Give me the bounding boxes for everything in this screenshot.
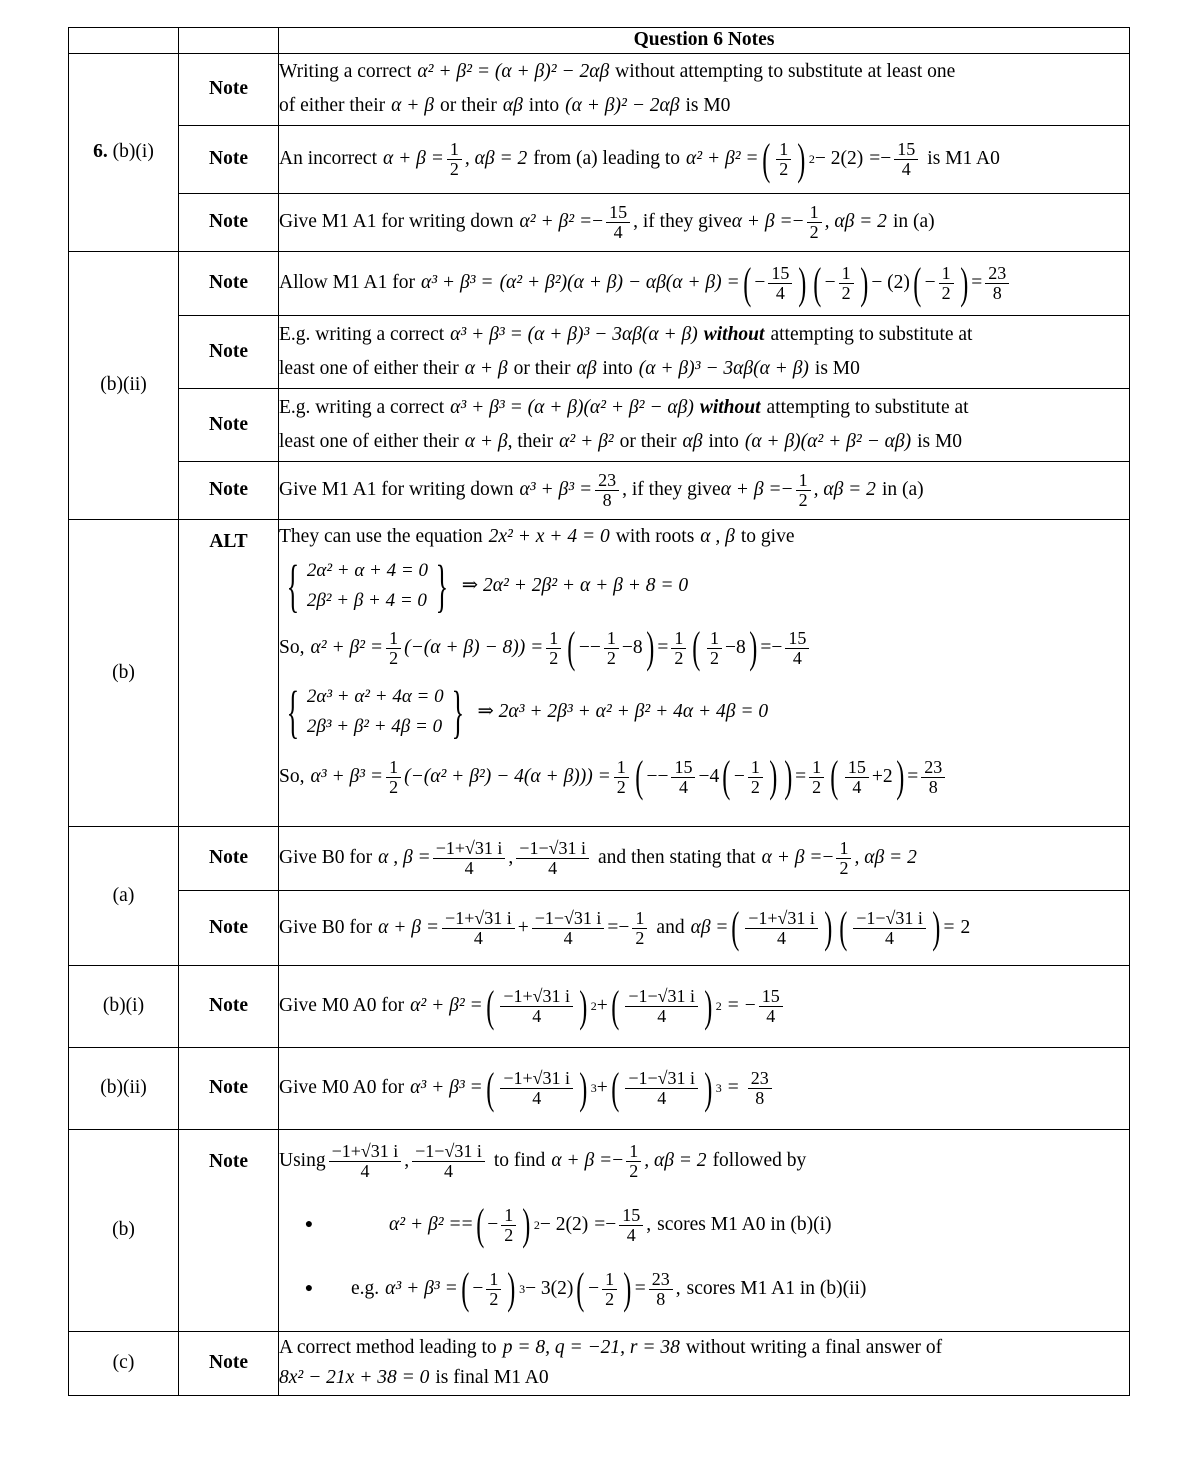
row-type: Note: [179, 1332, 279, 1396]
table-row: [69, 462, 1130, 520]
row-type: Note: [179, 891, 279, 966]
title-row: [69, 28, 1130, 54]
table-row: [69, 520, 1130, 827]
note-content: Give M0 A0 for α² + β² = ( $\frac{-1+√31 i}{4}$ ) 2 + ( $\frac{-1-√31 i}{4}$ ) 2 = − $\frac{15}{4}$: [279, 966, 1130, 1048]
table-row: [69, 966, 1130, 1048]
note-content: E.g. writing a correct α³ + β³ = (α + β)(α² + β² − αβ) without attempting to substitute at least one of either their α + β , their α² + β² or their αβ into (α + β)(α² + β² − αβ) is M0: [279, 389, 1130, 462]
note-content: Writing a correct α² + β² = (α + β)² − 2αβ without attempting to substitute at least one of either their α + β or their αβ into (α + β)² − 2αβ is M0: [279, 54, 1130, 126]
table-row: [69, 389, 1130, 462]
row-type: Note: [179, 194, 279, 252]
row-type: Note: [179, 126, 279, 194]
table-row: [69, 194, 1130, 252]
table-row: [69, 252, 1130, 316]
part-label: 6. (b)(i): [69, 54, 179, 252]
row-type: Note: [179, 1130, 279, 1332]
row-type: Note: [179, 252, 279, 316]
bullet-icon: ●: [304, 1281, 314, 1297]
note-content: Give M1 A1 for writing down α² + β² = − $\frac{15}{4}$ , if they give α + β = − $\frac{1}{2}$ , αβ = 2 in (a): [279, 194, 1130, 252]
part-label: (b): [69, 1130, 179, 1332]
table-row: [69, 126, 1130, 194]
note-content: Give B0 for α , β = $\frac{-1+√31 i}{4}$ , $\frac{-1-√31 i}{4}$ and then stating that α + β = − $\frac{1}{2}$ , αβ = 2: [279, 827, 1130, 891]
part-label: (c): [69, 1332, 179, 1396]
part-label: (b)(ii): [69, 252, 179, 520]
row-type: Note: [179, 316, 279, 389]
row-type: ALT: [179, 520, 279, 827]
table-row: [69, 1130, 1130, 1332]
note-content: Using $\frac{-1+√31 i}{4}$ , $\frac{-1-√31 i}{4}$ to find α + β = − $\frac{1}{2}$ , αβ = 2 followed by ● α² + β² = = ( − $\frac{1}{2}$ ) 2 − 2(2) = − $\frac{15}{4}$ , scores M1 A0 in (b)(i) ● e.g. α³ + β³ = ( − $\frac{1}{2}$ ) 3 − 3(2) ( − $\frac{1}{2}$ ) = $\frac{23}{8}$ , scores M1 A1 in (b)(ii): [279, 1130, 1130, 1332]
note-content: Give M1 A1 for writing down α³ + β³ = $\frac{23}{8}$ , if they give α + β = − $\frac{1}{2}$ , αβ = 2 in (a): [279, 462, 1130, 520]
note-content: E.g. writing a correct α³ + β³ = (α + β)³ − 3αβ(α + β) without attempting to substitute at least one of either their α + β or their αβ into (α + β)³ − 3αβ(α + β) is M0: [279, 316, 1130, 389]
part-label: (b): [69, 520, 179, 827]
row-type: Note: [179, 389, 279, 462]
note-content: They can use the equation 2x² + x + 4 = 0 with roots α , β to give { 2α² + α + 4 = 0 2β² + β + 4 = 0 } ⇒ 2α² + 2β² + α + β + 8 = 0 So, α² + β² = $\frac{1}{2}$ (−(α + β) − 8)) = $\frac{1}{2}$ ( − − $\frac{1}{2}$ −8 ) = $\frac{1}{2}$ ( $\frac{1}{2}$ −8 ) = − $\frac{15}{4}$ { 2α³ + α² + 4α = 0 2β³ + β² + 4β = 0 } ⇒ 2α³ + 2β³ + α² + β² + 4α + 4β = 0 So, α³ + β³ = $\frac{1}{2}$ (−(α² + β²) − 4(α + β))) = $\frac{1}{2}$ ( − − $\frac{15}{4}$ −4 ( − $\frac{1}{2}$ ) ) = $\frac{1}{2}$ ( $\frac{15}{4}$ +2 ) = $\frac{23}{8}$: [279, 520, 1130, 827]
table-row: [69, 1332, 1130, 1396]
table-row: [69, 316, 1130, 389]
part-label: (a): [69, 827, 179, 966]
part-label: (b)(i): [69, 966, 179, 1048]
row-type: Note: [179, 462, 279, 520]
row-type: Note: [179, 966, 279, 1048]
table-row: [69, 891, 1130, 966]
row-type: Note: [179, 54, 279, 126]
bullet-icon: ●: [304, 1217, 314, 1233]
table-row: [69, 54, 1130, 126]
note-content: Allow M1 A1 for α³ + β³ = (α² + β²)(α + β) − αβ(α + β) = ( − $\frac{15}{4}$ ) ( − $\frac{1}{2}$ ) − (2) ( − $\frac{1}{2}$ ) = $\frac{23}{8}$: [279, 252, 1130, 316]
row-type: Note: [179, 827, 279, 891]
note-content: A correct method leading to p = 8, q = −21, r = 38 without writing a final answer of 8x² − 21x + 38 = 0 is final M1 A0: [279, 1332, 1130, 1396]
note-content: An incorrect α + β = $\frac{1}{2}$ , αβ = 2 from (a) leading to α² + β² = ( $\frac{1}{2}$ ) 2 − 2(2) = − $\frac{15}{4}$ is M1 A0: [279, 126, 1130, 194]
table-row: [69, 827, 1130, 891]
table-row: [69, 1048, 1130, 1130]
note-content: Give M0 A0 for α³ + β³ = ( $\frac{-1+√31 i}{4}$ ) 3 + ( $\frac{-1-√31 i}{4}$ ) 3 = $\frac{23}{8}$: [279, 1048, 1130, 1130]
note-content: Give B0 for α + β = $\frac{-1+√31 i}{4}$ + $\frac{-1-√31 i}{4}$ = − $\frac{1}{2}$ and αβ = ( $\frac{-1+√31 i}{4}$ ) ( $\frac{-1-√31 i}{4}$ ) = 2: [279, 891, 1130, 966]
row-type: Note: [179, 1048, 279, 1130]
question-6-notes-table: [68, 27, 1130, 1396]
table-title: Question 6 Notes: [279, 28, 1130, 54]
part-label: (b)(ii): [69, 1048, 179, 1130]
